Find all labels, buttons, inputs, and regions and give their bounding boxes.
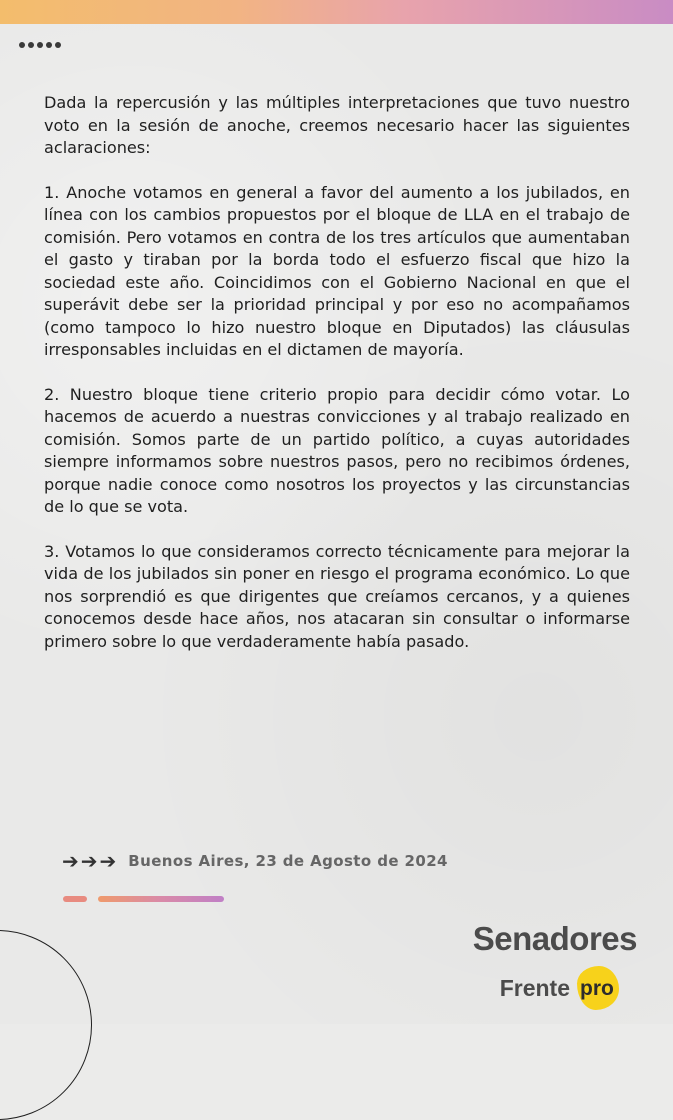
logo-frente: Frente (499, 974, 570, 1001)
pro-badge-text: pro (580, 977, 614, 1000)
location-date: Buenos Aires, 23 de Agosto de 2024 (128, 852, 448, 870)
point-3-paragraph: 3. Votamos lo que consideramos correcto técnicamente para mejorar la vida de los jubilados sin poner en riesgo el programa económico. Lo que nos sorprendió es que dirigentes que creíamos cercanos, y a quienes conocemos desde hace años, nos atacaran sin consultar o informarse primero sobre lo que verdaderamente había pasado. (44, 541, 630, 651)
arrow-right-icon: ➔ (80, 849, 98, 873)
top-gradient-bar (0, 0, 673, 24)
dot (19, 42, 25, 48)
intro-paragraph: Dada la repercusión y las múltiples interpretaciones que tuvo nuestro voto en la sesión de anoche, creemos necesario hacer las siguientes aclaraciones: (44, 93, 630, 157)
pro-badge-icon (577, 966, 619, 1010)
footer-date-row (62, 851, 448, 871)
logo-senadores: Senadores (472, 920, 637, 957)
arrow-right-icon: ➔ (62, 849, 79, 873)
logo-frente-pro (500, 966, 619, 1010)
decorative-dots (19, 42, 61, 48)
statement-body (44, 92, 630, 675)
dot (46, 42, 52, 48)
arrow-icons (62, 851, 116, 871)
arrow-right-icon: ➔ (99, 849, 117, 873)
dot (28, 42, 34, 48)
accent-bar-short (63, 896, 87, 902)
point-1-paragraph: 1. Anoche votamos en general a favor del aumento a los jubilados, en línea con los cambios propuestos por el bloque de LLA en el trabajo de comisión. Pero votamos en contra de los tres artículos que aumentaban el gasto y tiraban por la borda todo el esfuerzo fiscal que hizo la sociedad este año. Coincidimos con el Gobierno Nacional en que el superávit debe ser la prioridad principal y por eso no acompañamos (como tampoco lo hizo nuestro bloque en Diputados) las cláusulas irresponsables incluidas en el dictamen de mayoría. (44, 182, 630, 359)
dot (37, 42, 43, 48)
point-2-paragraph: 2. Nuestro bloque tiene criterio propio para decidir cómo votar. Lo hacemos de acuerdo a nuestras convicciones y al trabajo realizado en comisión. Somos parte de un partido político, a cuyas autoridades siempre informamos sobre nuestros pasos, pero no recibimos órdenes, porque nadie conoce como nosotros los proyectos y las circunstancias de lo que se vota. (44, 384, 630, 516)
dot (55, 42, 61, 48)
accent-bar-long (98, 896, 224, 902)
